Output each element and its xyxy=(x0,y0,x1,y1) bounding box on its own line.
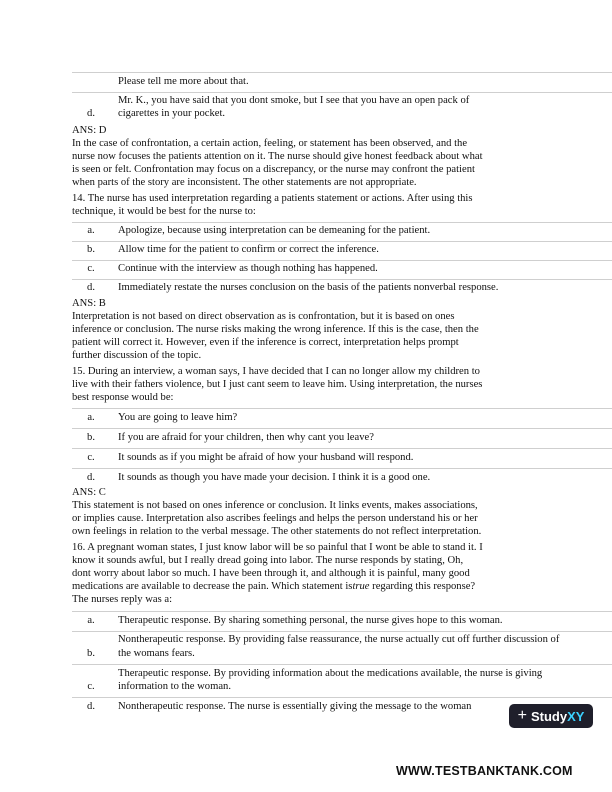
badge-text-study: Study xyxy=(530,708,568,724)
option-text: Therapeutic response. By providing information about the medications available, the nurse is giving xyxy=(118,668,543,679)
option-text: the womans fears. xyxy=(118,648,195,659)
option-label: b. xyxy=(87,244,95,255)
option-text: Apologize, because using interpretation can be demeaning for the patient. xyxy=(118,225,431,236)
divider xyxy=(72,222,612,223)
option-label: c. xyxy=(87,263,95,274)
question-stem: 14. The nurse has used interpretation regarding a patients statement or actions. After using this xyxy=(72,193,473,204)
option-label: b. xyxy=(87,432,95,443)
rationale-line: is seen or felt. Confrontation may focus on a discrepancy, or the nurse may confront the patient xyxy=(72,164,475,175)
question-stem xyxy=(72,581,475,594)
rationale-line: when parts of the story are inconsistent. The other statements are not appropriate. xyxy=(72,177,417,188)
option-text: Immediately restate the nurses conclusion on the basis of the patients nonverbal response. xyxy=(118,282,499,293)
divider xyxy=(72,631,612,632)
divider xyxy=(72,468,612,469)
emphasis-true: true xyxy=(352,581,370,592)
option-label: a. xyxy=(87,615,95,626)
option-label: d. xyxy=(87,701,95,712)
option-text: cigarettes in your pocket. xyxy=(118,108,226,119)
option-text: information to the woman. xyxy=(118,681,231,692)
divider xyxy=(72,697,612,698)
rationale-line: or implies cause. Interpretation also ascribes feelings and helps the person understand his or her xyxy=(72,513,478,524)
divider xyxy=(72,664,612,665)
question-stem: dont worry about labor so much. I have been through it, and although it is painful, many good xyxy=(72,568,470,579)
divider xyxy=(72,611,612,612)
option-text: It sounds as if you might be afraid of how your husband will respond. xyxy=(118,452,414,463)
option-label: c. xyxy=(87,681,95,692)
divider xyxy=(72,448,612,449)
badge-text-xy: XY xyxy=(567,708,585,724)
question-stem: best response would be: xyxy=(72,392,174,403)
divider xyxy=(72,408,612,409)
option-label: b. xyxy=(87,648,95,659)
option-label: d. xyxy=(87,282,95,293)
option-text: If you are afraid for your children, then why cant you leave? xyxy=(118,432,374,443)
option-text: Nontherapeutic response. The nurse is essentially giving the message to the woman xyxy=(118,701,472,712)
option-label: d. xyxy=(87,472,95,483)
question-stem: technique, it would be best for the nurse to: xyxy=(72,206,256,217)
option-text: You are going to leave him? xyxy=(118,412,238,423)
rationale-line: inference or conclusion. The nurse risks making the wrong inference. If this is the case, then the xyxy=(72,324,479,335)
divider xyxy=(72,241,612,242)
answer-key: ANS: D xyxy=(72,125,107,136)
studyxy-badge[interactable] xyxy=(509,704,593,728)
option-text: Therapeutic response. By sharing something personal, the nurse gives hope to this woman. xyxy=(118,615,503,626)
question-stem-text: medications are available to decrease the pain. Which statement is xyxy=(72,581,353,592)
option-label: a. xyxy=(87,225,95,236)
rationale-line: patient will correct it. However, even if the inference is correct, interpretation helps prompt xyxy=(72,337,459,348)
rationale-line: This statement is not based on ones inference or conclusion. It links events, makes associations, xyxy=(72,500,478,511)
divider xyxy=(72,260,612,261)
option-text: Continue with the interview as though nothing has happened. xyxy=(118,263,378,274)
question-stem: The nurses reply was a: xyxy=(72,594,173,605)
divider xyxy=(72,279,612,280)
question-stem: 15. During an interview, a woman says, I have decided that I can no longer allow my children to xyxy=(72,366,480,377)
question-stem: live with their fathers violence, but I just cant seem to leave him. Using interpretation, the nurses xyxy=(72,379,483,390)
rationale-line: nurse now focuses the patients attention on it. The nurse should give honest feedback about what xyxy=(72,151,483,162)
option-text: Nontherapeutic response. By providing false reassurance, the nurse actually cut off further discussion of xyxy=(118,634,560,645)
answer-key: ANS: C xyxy=(72,487,106,498)
option-label: d. xyxy=(87,108,95,119)
footer-url: WWW.TESTBANKTANK.COM xyxy=(396,764,573,778)
question-stem: know it sounds awful, but I really dread going into labor. The nurse responds by stating, Oh, xyxy=(72,555,464,566)
answer-key: ANS: B xyxy=(72,298,106,309)
rationale-line: Interpretation is not based on direct observation as is confrontation, but it is based on ones xyxy=(72,311,455,322)
option-text: Please tell me more about that. xyxy=(118,76,249,87)
plus-icon: + xyxy=(517,707,527,724)
option-text: Allow time for the patient to confirm or correct the inference. xyxy=(118,244,379,255)
rationale-line: In the case of confrontation, a certain action, feeling, or statement has been observed, and the xyxy=(72,138,468,149)
divider xyxy=(72,92,612,93)
option-label: a. xyxy=(87,412,95,423)
divider xyxy=(72,428,612,429)
option-text: Mr. K., you have said that you dont smoke, but I see that you have an open pack of xyxy=(118,95,470,106)
option-text: It sounds as though you have made your decision. I think it is a good one. xyxy=(118,472,431,483)
rationale-line: further discussion of the topic. xyxy=(72,350,202,361)
option-label: c. xyxy=(87,452,95,463)
question-stem: 16. A pregnant woman states, I just know labor will be so painful that I wont be able to stand it. I xyxy=(72,542,483,553)
rationale-line: own feelings in relation to the verbal message. The other statements do not reflect interpretation. xyxy=(72,526,482,537)
question-stem-text: regarding this response? xyxy=(369,581,476,592)
divider xyxy=(72,72,612,73)
